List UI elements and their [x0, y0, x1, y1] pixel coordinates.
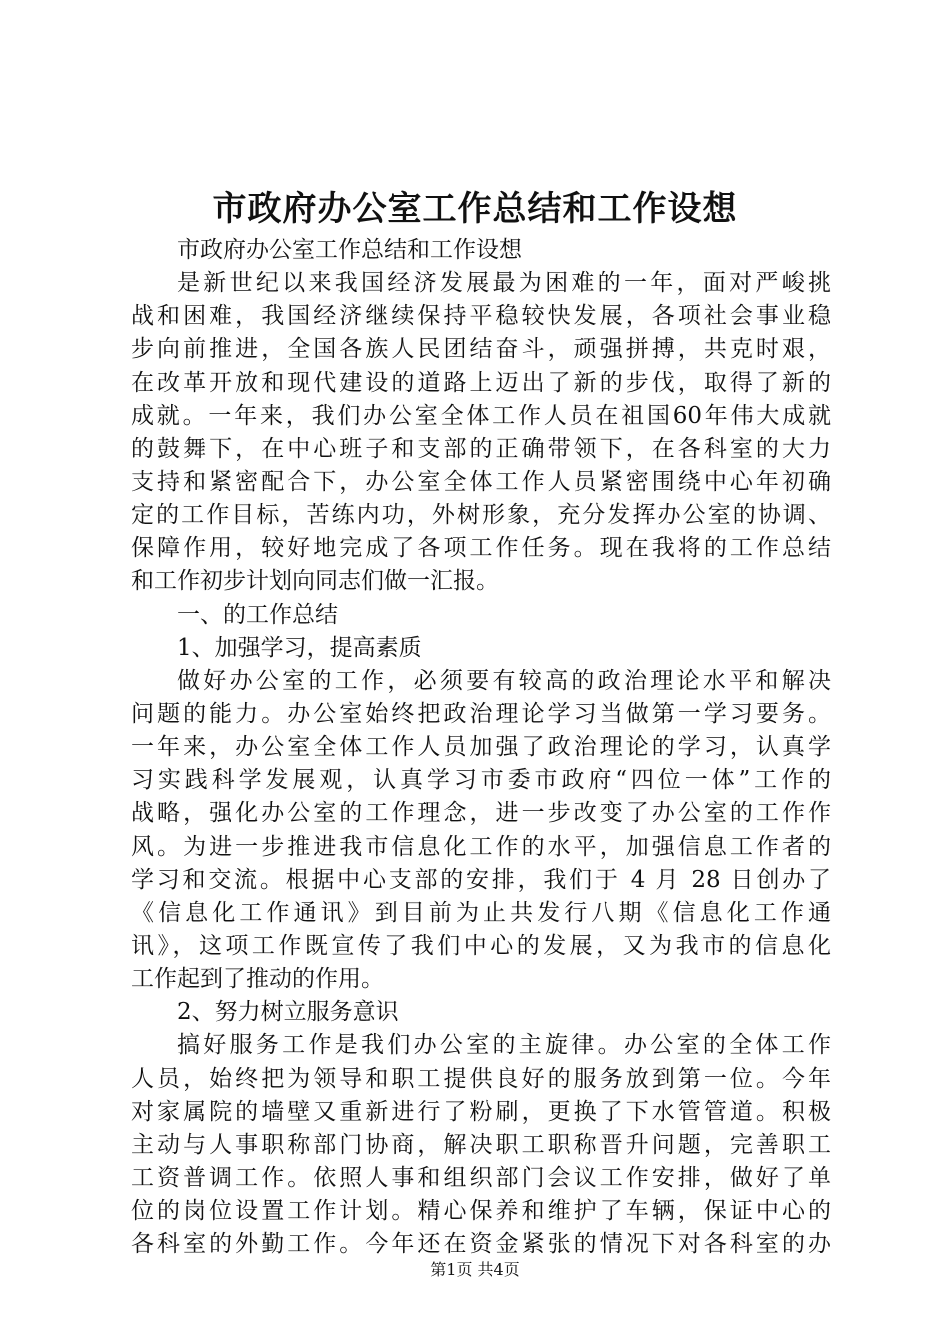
body-line: 对家属院的墙壁又重新进行了粉刷，更换了下水管管道。积极 — [131, 1098, 831, 1125]
body-line: 做好办公室的工作，必须要有较高的政治理论水平和解决 — [177, 667, 831, 694]
body-line: 1、加强学习，提高素质 — [177, 634, 422, 661]
body-line: 步向前推进，全国各族人民团结奋斗，顽强拼搏，共克时艰， — [131, 336, 831, 363]
body-line: 讯》，这项工作既宣传了我们中心的发展，又为我市的信息化 — [131, 932, 831, 959]
body-line: 一年来，办公室全体工作人员加强了政治理论的学习，认真学 — [131, 734, 831, 761]
body-line: 各科室的外勤工作。今年还在资金紧张的情况下对各科室的办 — [131, 1231, 831, 1258]
body-line: 定的工作目标，苦练内功，外树形象，充分发挥办公室的协调、 — [131, 502, 831, 529]
page-footer: 第1页 共4页 — [430, 1260, 520, 1279]
body-line: 支持和紧密配合下，办公室全体工作人员紧密围绕中心年初确 — [131, 468, 831, 495]
body-line: 主动与人事职称部门协商，解决职工职称晋升问题，完善职工 — [131, 1131, 831, 1158]
body-line: 2、努力树立服务意识 — [177, 999, 399, 1026]
body-line: 和工作初步计划向同志们做一汇报。 — [131, 568, 499, 595]
body-line: 战和困难，我国经济继续保持平稳较快发展，各项社会事业稳 — [131, 303, 831, 330]
body-line: 一、的工作总结 — [177, 601, 338, 628]
body-line: 战略，强化办公室的工作理念，进一步改变了办公室的工作作 — [131, 800, 831, 827]
body-line: 成就。一年来，我们办公室全体工作人员在祖国60年伟大成就 — [131, 402, 831, 429]
document-body — [131, 234, 831, 1261]
body-line: 是新世纪以来我国经济发展最为困难的一年，面对严峻挑 — [177, 270, 831, 297]
body-line: 习实践科学发展观，认真学习市委市政府“四位一体”工作的 — [131, 767, 831, 794]
body-line: 工作起到了推动的作用。 — [131, 966, 384, 993]
body-line: 在改革开放和现代建设的道路上迈出了新的步伐，取得了新的 — [131, 369, 831, 396]
body-line: 风。为进一步推进我市信息化工作的水平，加强信息工作者的 — [131, 833, 831, 860]
body-line: 学习和交流。根据中心支部的安排，我们于 4 月 28 日创办了 — [131, 866, 831, 893]
body-line: 工资普调工作。依照人事和组织部门会议工作安排，做好了单 — [131, 1164, 831, 1191]
body-line: 的鼓舞下，在中心班子和支部的正确带领下，在各科室的大力 — [131, 435, 831, 462]
body-line: 市政府办公室工作总结和工作设想 — [177, 237, 522, 263]
body-line: 问题的能力。办公室始终把政治理论学习当做第一学习要务。 — [131, 700, 831, 727]
document-title: 市政府办公室工作总结和工作设想 — [212, 189, 738, 229]
body-line: 保障作用，较好地完成了各项工作任务。现在我将的工作总结 — [131, 535, 831, 562]
body-line: 位的岗位设置工作计划。精心保养和维护了车辆，保证中心的 — [131, 1198, 831, 1225]
body-line: 搞好服务工作是我们办公室的主旋律。办公室的全体工作 — [177, 1032, 831, 1059]
body-line: 《信息化工作通讯》到目前为止共发行八期《信息化工作通 — [131, 899, 831, 926]
body-line: 人员，始终把为领导和职工提供良好的服务放到第一位。今年 — [131, 1065, 831, 1092]
